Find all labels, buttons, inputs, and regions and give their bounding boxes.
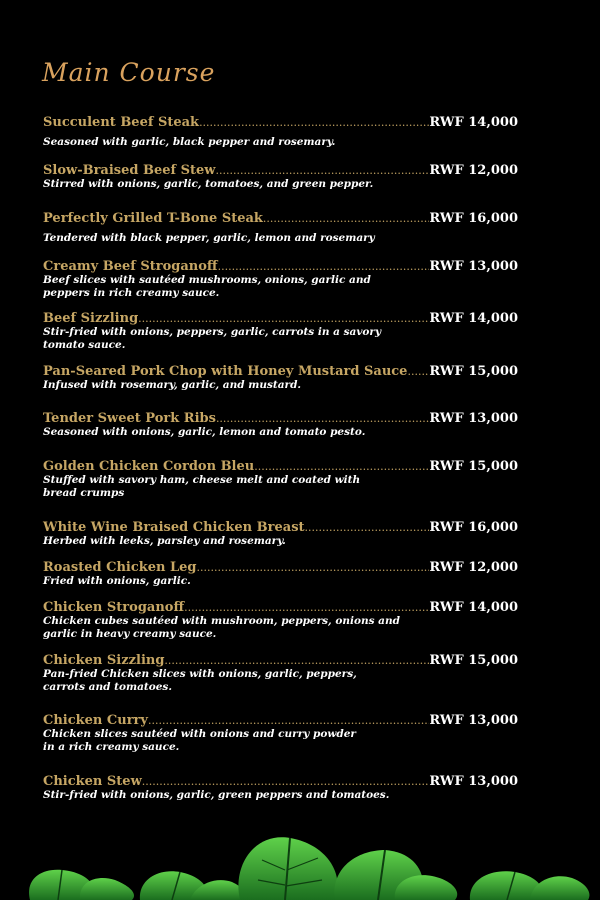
menu-item <box>43 411 518 439</box>
dot-leader <box>305 521 430 534</box>
dot-leader <box>199 116 429 129</box>
dot-leader <box>218 260 430 273</box>
item-name: Chicken Stew <box>43 774 142 789</box>
item-name: Beef Sizzling <box>43 311 139 326</box>
item-name: Perfectly Grilled T-Bone Steak <box>43 211 263 226</box>
item-description: Stir-fried with onions, peppers, garlic, carrots in a savory tomato sauce. <box>43 326 382 351</box>
dot-leader <box>216 412 429 425</box>
dot-leader <box>197 561 430 574</box>
item-name: Chicken Stroganoff <box>43 600 185 615</box>
item-name: Chicken Curry <box>43 713 148 728</box>
item-price: RWF 13,000 <box>429 713 518 728</box>
leaf-icon <box>238 837 337 900</box>
dot-leader <box>138 312 429 325</box>
item-description: Pan-fried Chicken slices with onions, garlic, peppers, carrots and tomatoes. <box>43 668 357 693</box>
item-description: Seasoned with onions, garlic, lemon and tomato pesto. <box>43 426 366 438</box>
item-price: RWF 14,000 <box>429 311 518 326</box>
item-description: Chicken cubes sautéed with mushroom, peppers, onions and garlic in heavy creamy sauce. <box>43 615 400 640</box>
item-price: RWF 13,000 <box>429 774 518 789</box>
item-price: RWF 13,000 <box>429 259 518 274</box>
item-price: RWF 12,000 <box>429 163 518 178</box>
menu-item <box>43 774 518 802</box>
menu-item <box>43 653 518 694</box>
dot-leader <box>216 164 430 177</box>
dot-leader <box>407 365 429 378</box>
menu-item <box>43 459 518 500</box>
item-price: RWF 14,000 <box>429 115 518 130</box>
menu-item <box>43 713 518 754</box>
item-description: Stuffed with savory ham, cheese melt and coated with bread crumps <box>43 474 361 499</box>
item-description: Beef slices with sautéed mushrooms, onions, garlic and peppers in rich creamy sauce. <box>43 274 371 299</box>
leaf-icon <box>530 876 589 900</box>
item-description: Stirred with onions, garlic, tomatoes, and green pepper. <box>43 178 374 190</box>
item-name: Golden Chicken Cordon Bleu <box>43 459 255 474</box>
item-name: White Wine Braised Chicken Breast <box>43 520 305 535</box>
item-name: Creamy Beef Stroganoff <box>43 259 218 274</box>
item-description: Herbed with leeks, parsley and rosemary. <box>43 535 286 547</box>
menu-item <box>43 520 518 548</box>
item-price: RWF 14,000 <box>429 600 518 615</box>
dot-leader <box>263 212 429 225</box>
item-description: Chicken slices sautéed with onions and curry powder in a rich creamy sauce. <box>43 728 356 753</box>
menu-item <box>43 600 518 641</box>
menu-item <box>43 560 518 588</box>
dot-leader <box>148 714 429 727</box>
item-name: Chicken Sizzling <box>43 653 165 668</box>
item-price: RWF 15,000 <box>429 364 518 379</box>
item-name: Roasted Chicken Leg <box>43 560 197 575</box>
item-description: Infused with rosemary, garlic, and mustard. <box>43 379 302 391</box>
item-description: Seasoned with garlic, black pepper and rosemary. <box>43 136 336 148</box>
item-price: RWF 13,000 <box>429 411 518 426</box>
menu-item <box>43 163 518 191</box>
menu-item <box>43 115 518 149</box>
dot-leader <box>254 460 429 473</box>
item-name: Pan-Seared Pork Chop with Honey Mustard Sauce <box>43 364 408 379</box>
item-price: RWF 15,000 <box>429 653 518 668</box>
dot-leader <box>142 775 430 788</box>
item-price: RWF 16,000 <box>429 520 518 535</box>
item-price: RWF 16,000 <box>429 211 518 226</box>
item-name: Slow-Braised Beef Stew <box>43 163 216 178</box>
menu-item <box>43 364 518 392</box>
menu-item <box>43 211 518 245</box>
item-name: Succulent Beef Steak <box>43 115 200 130</box>
dot-leader <box>184 601 429 614</box>
monstera-leaves-decoration <box>0 810 600 900</box>
item-name: Tender Sweet Pork Ribs <box>43 411 216 426</box>
menu-item <box>43 311 518 352</box>
item-description: Fried with onions, garlic. <box>43 575 191 587</box>
item-description: Tendered with black pepper, garlic, lemon and rosemary <box>43 232 375 244</box>
item-price: RWF 15,000 <box>429 459 518 474</box>
item-description: Stir-fried with onions, garlic, green peppers and tomatoes. <box>43 789 390 801</box>
dot-leader <box>164 654 429 667</box>
menu-item <box>43 259 518 300</box>
menu-title: Main Course <box>42 58 216 87</box>
item-price: RWF 12,000 <box>429 560 518 575</box>
